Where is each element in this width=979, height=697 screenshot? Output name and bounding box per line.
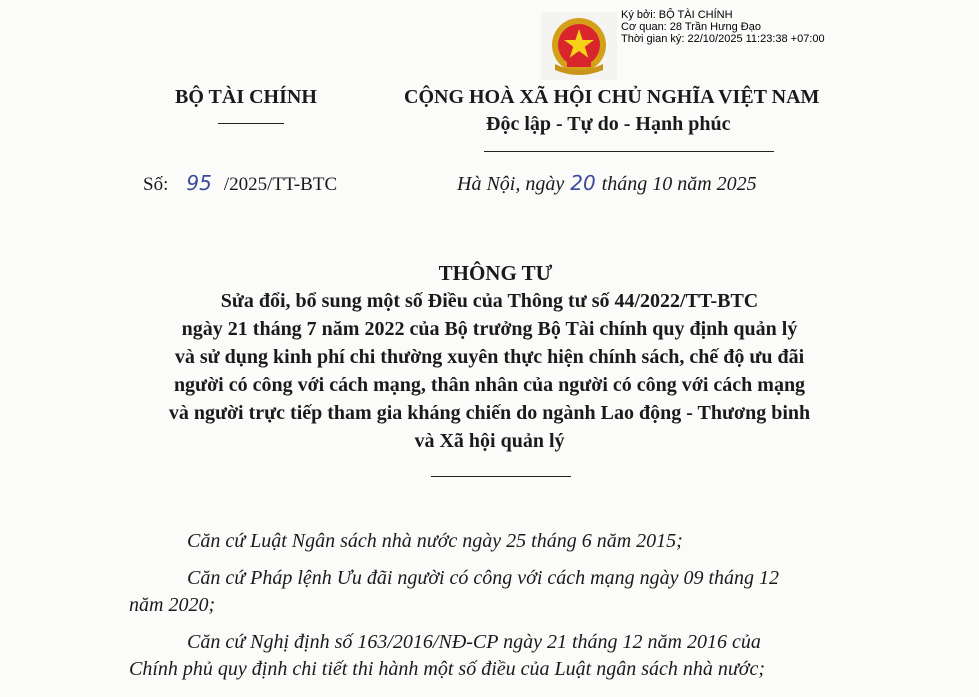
document-type: THÔNG TƯ	[438, 261, 553, 285]
digital-signature-info	[621, 9, 825, 45]
document-number	[143, 171, 337, 196]
place-and-date	[457, 171, 757, 196]
place-date-prefix: Hà Nội, ngày	[457, 173, 565, 195]
document-number-prefix: Số:	[143, 174, 169, 195]
document-number-suffix: /2025/TT-BTC	[223, 174, 338, 195]
title-line: người có công với cách mạng, thân nhân của người có công với cách mạng	[173, 374, 806, 396]
national-motto: Độc lập - Tự do - Hạnh phúc	[486, 113, 731, 135]
document-title-block	[0, 259, 979, 455]
legal-basis-paragraph: Căn cứ Pháp lệnh Ưu đãi người có công với cách mạng ngày 09 tháng 12	[187, 567, 780, 589]
motto-underline	[484, 151, 774, 152]
title-line: Sửa đổi, bổ sung một số Điều của Thông tư số 44/2022/TT-BTC	[220, 290, 759, 312]
title-line: và sử dụng kinh phí chi thường xuyên thực hiện chính sách, chế độ ưu đãi	[174, 346, 805, 368]
national-title: CỘNG HOÀ XÃ HỘI CHỦ NGHĨA VIỆT NAM	[404, 86, 820, 108]
national-emblem-icon	[541, 12, 617, 80]
title-underline	[431, 476, 571, 477]
signature-time: Thời gian ký: 22/10/2025 11:23:38 +07:00	[621, 33, 825, 45]
document-number-handwritten: 95	[186, 171, 212, 195]
signature-signed-by: Ký bởi: BỘ TÀI CHÍNH	[621, 9, 733, 21]
legal-basis-paragraph: Căn cứ Nghị định số 163/2016/NĐ-CP ngày 21 tháng 12 năm 2016 của	[187, 631, 761, 653]
legal-basis-continuation: năm 2020;	[129, 594, 216, 616]
issuing-agency: BỘ TÀI CHÍNH	[175, 86, 317, 108]
issuer-underline	[218, 123, 284, 124]
legal-basis-continuation: Chính phủ quy định chi tiết thi hành một số điều của Luật ngân sách nhà nước;	[129, 658, 765, 680]
day-handwritten: 20	[570, 171, 596, 195]
legal-basis-paragraph: Căn cứ Luật Ngân sách nhà nước ngày 25 tháng 6 năm 2015;	[187, 530, 683, 552]
title-line: và Xã hội quản lý	[414, 430, 565, 452]
signature-agency: Cơ quan: 28 Trần Hưng Đạo	[621, 21, 761, 33]
place-date-suffix: tháng 10 năm 2025	[601, 173, 757, 195]
title-line: ngày 21 tháng 7 năm 2022 của Bộ trưởng Bộ Tài chính quy định quản lý	[181, 318, 798, 340]
title-line: và người trực tiếp tham gia kháng chiến do ngành Lao động - Thương binh	[168, 402, 811, 424]
